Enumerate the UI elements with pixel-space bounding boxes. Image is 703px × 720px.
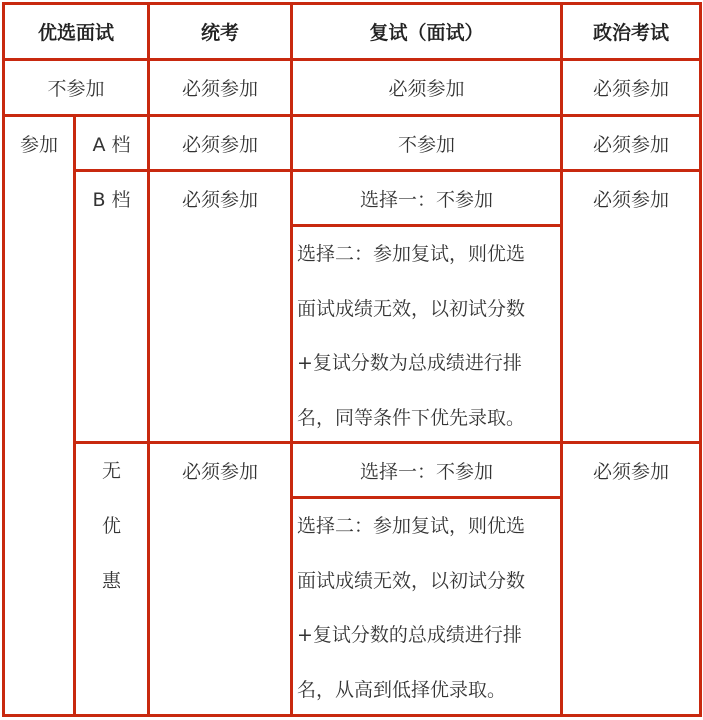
cell-text: 必须参加: [388, 78, 465, 100]
cell-text: 选择一：不参加: [359, 188, 493, 211]
cell-text: A 档: [92, 133, 131, 156]
cell-text-line: 名，同等条件下优先录取。: [297, 406, 526, 429]
cell-not-participate: [5, 61, 147, 114]
cell-text: 选择一：不参加: [359, 460, 493, 483]
cell-text-line: 名，从高到低择优录取。: [297, 678, 507, 701]
cell-option-2: [293, 227, 560, 441]
header-label: 政治考试: [592, 22, 669, 44]
cell-zhengzhi: [563, 117, 699, 169]
cell-text-line: 选择二：参加复试，则优选: [297, 243, 526, 265]
cell-zhengzhi: [563, 61, 699, 114]
cell-fushi: [293, 117, 560, 169]
cell-grade-b: [76, 172, 147, 224]
cell-text-line: +复试分数的总成绩进行排: [297, 624, 522, 646]
cell-text: 必须参加: [181, 188, 258, 211]
cell-text-char: 惠: [101, 570, 121, 592]
header-label: 统考: [200, 22, 239, 44]
cell-grade-none: [76, 444, 147, 609]
cell-text: 不参加: [47, 78, 105, 100]
cell-text: 必须参加: [592, 78, 669, 100]
cell-participate: [5, 117, 73, 170]
cell-text-line: 面试成绩无效，以初试分数: [297, 569, 526, 592]
cell-zhengzhi: [563, 444, 699, 496]
cell-option-2: [293, 499, 560, 714]
header-zhengzhi: [563, 5, 699, 58]
cell-option-1: [293, 172, 560, 224]
cell-fushi: [293, 61, 560, 114]
cell-option-1: [293, 444, 560, 496]
cell-text: 必须参加: [592, 133, 669, 156]
cell-text-line: 面试成绩无效，以初试分数: [297, 297, 526, 320]
cell-text-char: 无: [101, 460, 121, 482]
cell-zhengzhi: [563, 172, 699, 224]
cell-text: 必须参加: [592, 460, 669, 483]
cell-text-line: +复试分数为总成绩进行排: [297, 352, 522, 374]
cell-text: 必须参加: [181, 78, 258, 100]
cell-text: 参加: [19, 134, 58, 156]
header-label: 复试（面试）: [369, 22, 484, 44]
header-youxuan: [5, 5, 147, 58]
cell-tongkao: [150, 172, 290, 224]
cell-text: 必须参加: [181, 460, 258, 483]
cell-text: 不参加: [397, 133, 455, 156]
cell-grade-a: [76, 117, 147, 169]
cell-tongkao: [150, 444, 290, 496]
cell-text: 必须参加: [181, 133, 258, 156]
header-tongkao: [150, 5, 290, 58]
cell-tongkao: [150, 61, 290, 114]
border-line: [699, 2, 702, 717]
cell-text-char: 优: [101, 515, 121, 537]
header-label: 优选面试: [37, 22, 114, 44]
header-fushi: [293, 5, 560, 58]
cell-tongkao: [150, 117, 290, 169]
cell-text: B 档: [92, 188, 131, 211]
cell-text-line: 选择二：参加复试，则优选: [297, 515, 526, 537]
cell-text: 必须参加: [592, 188, 669, 211]
